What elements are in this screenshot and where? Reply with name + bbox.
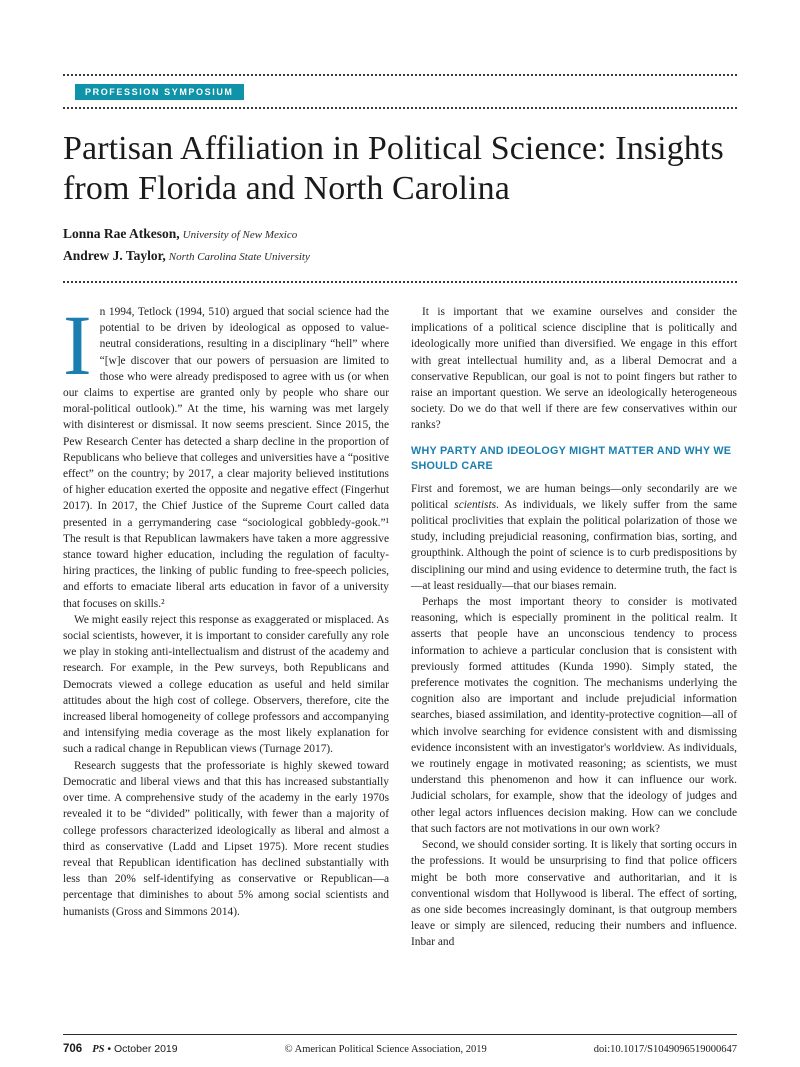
badge-row: [63, 76, 737, 107]
paragraph: It is important that we examine ourselves and consider the implications of a political science discipline that is politically and ideologically more unified than diversified. We engage in this effort with great intellectual humility and, as a liberal Democrat and a conservative Republican, our goal is not to point fingers but rather to raise an important question. We serve an ideologically heterogeneous society. Do we do that well if there are few conservatives within our ranks?: [411, 306, 737, 432]
journal-issue: [92, 1043, 177, 1055]
paragraph: Research suggests that the professoriate is highly skewed toward Democratic and liberal views and that this has increased substantially over time. A comprehensive study of the academy in the early 1970s revealed it to be “divided” politically, with fewer than a majority of college professors characterized ideologically as liberal and almost a third as conservative (Ladd and Lipset 1975). More recent studies reveal that Republican identification has declined substantially with less than 20% self-identifying as conservative or Republican—a percentage that diminishes to about 5% among social scientists and humanists (Gross and Simmons 2014).: [63, 759, 389, 918]
paragraph: [63, 304, 389, 612]
footer-left: [63, 1043, 178, 1055]
author-affiliation: North Carolina State University: [168, 251, 310, 263]
paragraph: [411, 481, 737, 594]
journal-date: • October 2019: [104, 1043, 178, 1055]
page-footer: [63, 1034, 737, 1055]
right-column: [411, 304, 737, 951]
author-block: [63, 225, 737, 266]
paragraph: We might easily reject this response as exaggerated or misplaced. As social scientists, however, it is important to consider carefully any role we play in stoking anti-intellectualism and distrust of the academy and research. For example, in the Pew surveys, both Republicans and Democrats viewed a college education as useful and held similar attitudes about the high cost of college. Observers, therefore, cite the increased liberal homogeneity of college professors and accompanying and intensifying media coverage as the most likely explanation for such a radical change in Republican views (Turnage 2017).: [63, 613, 389, 756]
author-line: [63, 225, 737, 244]
article-body: [63, 304, 737, 951]
section-heading: WHY PARTY AND IDEOLOGY MIGHT MATTER AND WHY WE SHOULD CARE: [411, 444, 732, 472]
paragraph-text: n 1994, Tetlock (1994, 510) argued that social science had the potential to be driven by ideological as opposed to value-neutral considerations, resulting in a disciplinary “hell” where “[w]e discover that our powers of persuasion are limited to those who were already predisposed to agree with us (or when our claims to expertise are granted only by people who share our moral-political outlook).” At the time, his warning was met largely with disinterest or dismissal. It now seems prescient. Since 2015, the Pew Research Center has detected a sharp decline in the proportion of Republicans who believe that colleges and universities have a “positive effect” on the country; by 2017, a clear majority believed institutions of higher education exerted the opposite and negative effect (Fingerhut 2017). In 2017, the Chief Justice of the Supreme Court called data presented in a gerrymandering case “sociological gobbledy-gook.”¹ The result is that Republican lawmakers have taken a more aggressive stance toward higher education, including the regulation of faculty-hiring practices, the linking of public funding to free-speech policies, and efforts to emaciate liberal arts education in favor of a university that focuses on skills.²: [63, 306, 389, 610]
paragraph: Perhaps the most important theory to consider is motivated reasoning, which is especially prominent in the political realm. It asserts that people have an unconscious tendency to process information to achieve a particular conclusion that is consistent with previously formed attitudes (Kunda 1990). Simply stated, the preference motivates the cognition. The mechanisms underlying the cognition also are important and include prejudicial information searches, biased assimilation, and identity-protective cognition—all of which involve searching for evidence consistent with and dismissing evidence inconsistent with an investigator's worldview. As individuals, we routinely engage in motivated reasoning; as scientists, we must understand this phenomenon and how it can influence our work. Judicial scholars, for example, show that the ideology of judges and other legal actors influences decision making. How can we conclude that such factors are not motivations in our own work?: [411, 596, 737, 835]
author-name: Andrew J. Taylor,: [63, 248, 166, 263]
author-name: Lonna Rae Atkeson,: [63, 226, 180, 241]
page-number: 706: [63, 1043, 83, 1055]
dotted-rule-below-authors: [63, 281, 737, 283]
page-content: [63, 0, 737, 951]
section-badge: PROFESSION SYMPOSIUM: [75, 84, 244, 100]
drop-cap: I: [63, 304, 92, 393]
italic-term: scientists: [454, 498, 497, 511]
left-column: [63, 304, 389, 951]
journal-abbrev: PS: [92, 1044, 105, 1055]
doi-text: doi:10.1017/S1049096519000647: [593, 1044, 737, 1055]
paragraph-text: First and foremost, we are human beings—only secondarily are we political: [411, 482, 737, 511]
dotted-rule-below-badge: [63, 107, 737, 109]
author-affiliation: University of New Mexico: [182, 229, 298, 241]
copyright-notice: © American Political Science Association, 2019: [284, 1044, 487, 1055]
paragraph: Second, we should consider sorting. It is likely that sorting occurs in the professions. It would be unsurprising to find that police officers might be both more conservative and authoritarian, and it is conventional wisdom that Hollywood is liberal. The effect of sorting, as one side becomes increasingly dominant, is that outgroup members leave or simply are silenced, reducing their numbers and influence. Inbar and: [411, 839, 737, 949]
paragraph-text: . As individuals, we likely suffer from the same political proclivities that explain the political polarization of those we study, including prejudicial reasoning, confirmation bias, sorting, and groupthink. Although the point of science is to curb predispositions by disciplining our mind and using evidence to determine truth, the fact is—at least residually—that our biases remain.: [411, 498, 737, 592]
author-line: [63, 247, 737, 266]
article-title: Partisan Affiliation in Political Science: Insights from Florida and North Carolina: [63, 130, 724, 207]
